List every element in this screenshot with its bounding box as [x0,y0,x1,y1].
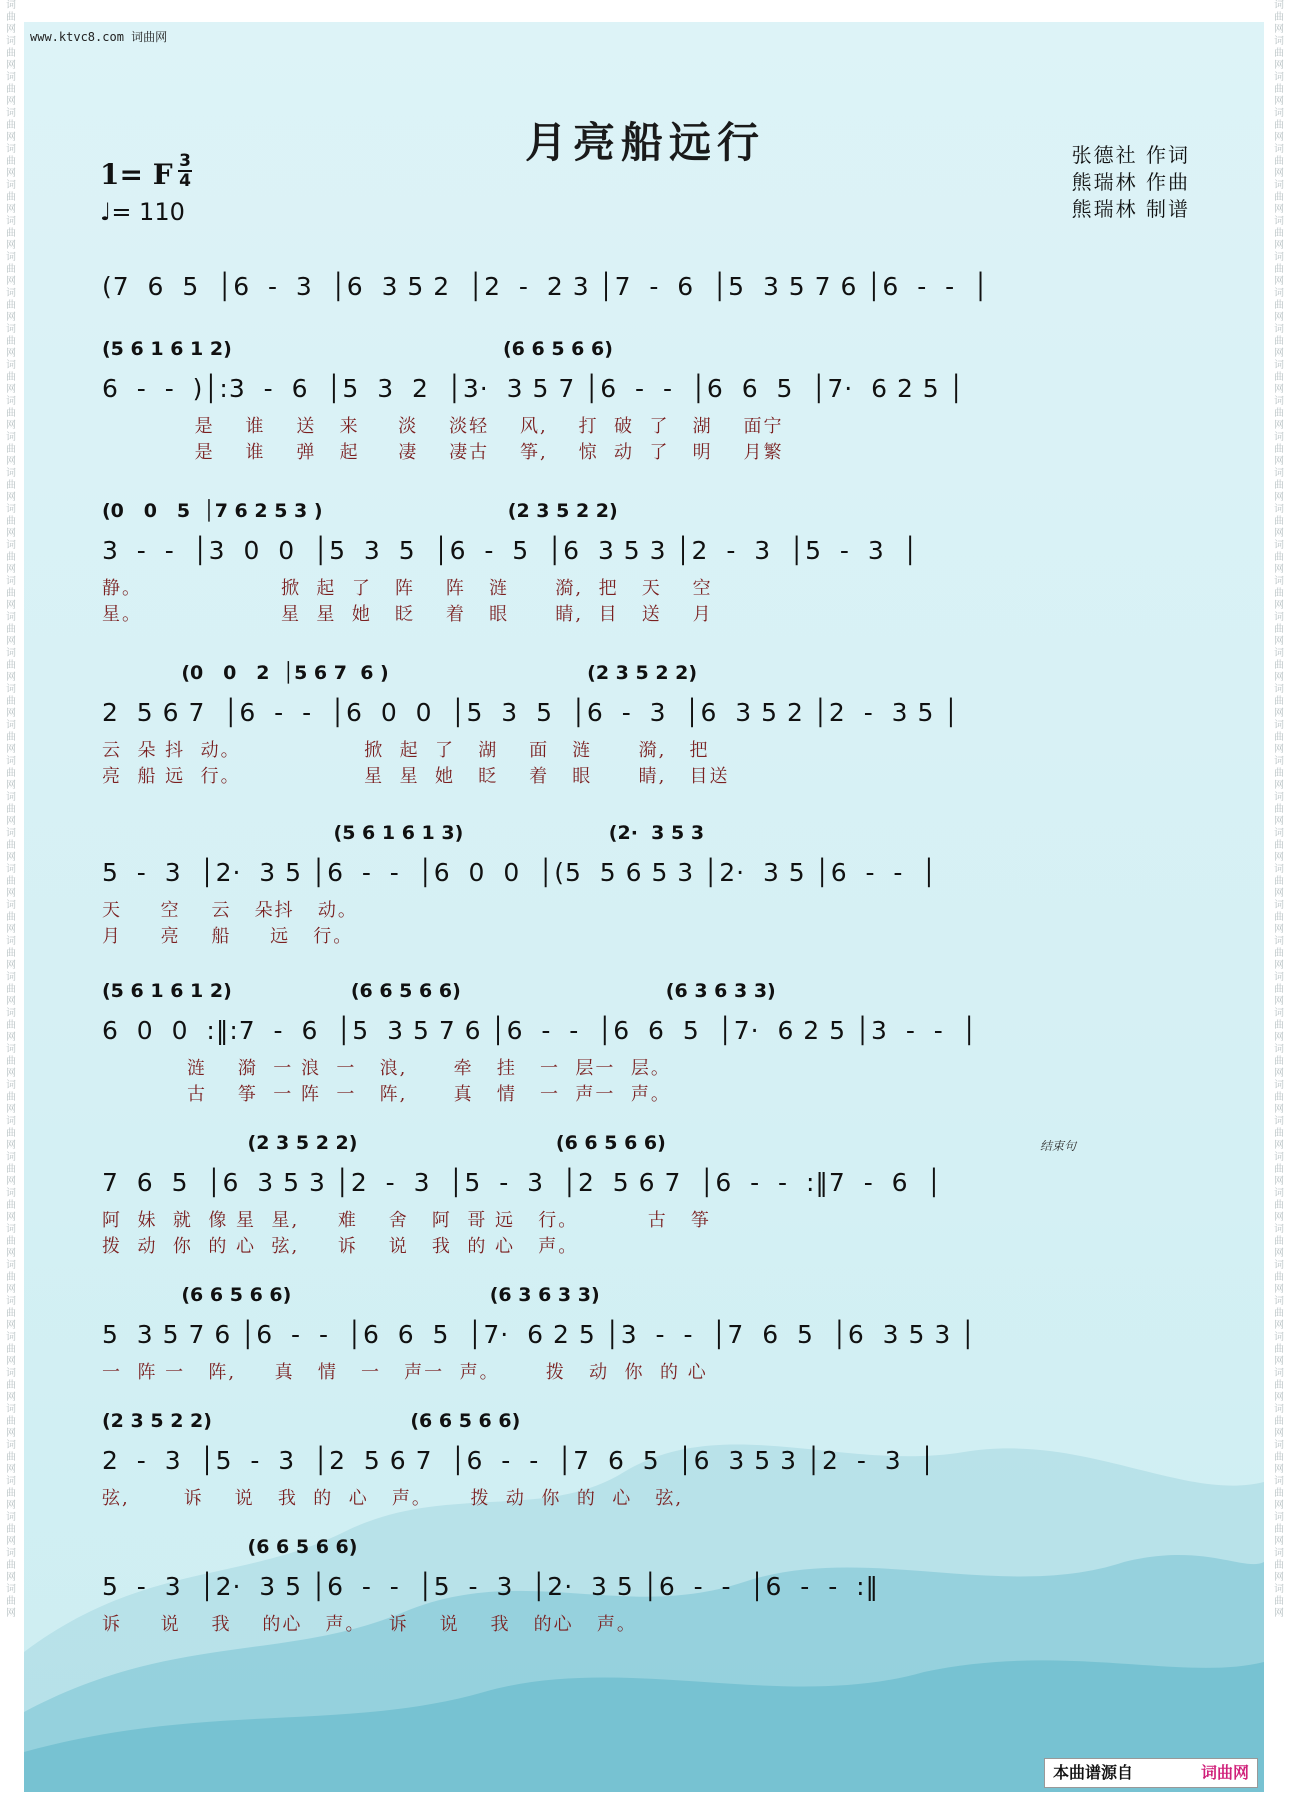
row-ornament: (6 6 5 6 6) [102,1536,358,1558]
row-ornament: (2 3 5 2 2) (6 6 5 6 6) [102,1132,666,1154]
row-notes: 7 6 5 │6 3 5 3 │2 - 3 │5 - 3 │2 5 6 7 │6 - - :‖7 - 6 │ [102,1168,943,1197]
row-lyrics-1: 弦, 诉 说 我 的 心 声。 拨 动 你 的 心 弦, [102,1488,684,1509]
site-watermark: www.ktvc8.com 词曲网 [30,30,168,44]
row-lyrics-1: 阿 妹 就 像 星 星, 难 舍 阿 哥 远 行。 古 筝 [102,1210,711,1231]
row-ornament: (6 6 5 6 6) (6 3 6 3 3) [102,1284,600,1306]
row-lyrics-1: 诉 说 我 的心 声。 诉 说 我 的心 声。 [102,1614,637,1635]
row-ornament: (0 0 2 │5 6 7 6 ) (2 3 5 2 2) [102,662,698,684]
row-ornament: (5 6 1 6 1 2) (6 6 5 6 6) [102,338,613,360]
credits [1072,142,1190,223]
row-lyrics-1: 静。 掀 起 了 阵 阵 涟 漪, 把 天 空 [102,578,713,599]
row-ornament: (5 6 1 6 1 3) (2· 3 5 3 [102,822,705,844]
row-lyrics-1: 天 空 云 朵抖 动。 [102,900,358,921]
row-lyrics-2: 是 谁 弹 起 凄 凄古 筝, 惊 动 了 明 月繁 [102,442,784,463]
row-notes: 5 - 3 │2· 3 5 │6 - - │6 0 0 │(5 5 6 5 3 │2· 3 5 │6 - - │ [102,858,938,887]
row-ornament: (2 3 5 2 2) (6 6 5 6 6) [102,1410,521,1432]
row-lyrics-2: 拨 动 你 的 心 弦, 诉 说 我 的 心 声。 [102,1236,579,1257]
row-notes: 5 - 3 │2· 3 5 │6 - - │5 - 3 │2· 3 5 │6 - - │6 - - :‖ [102,1572,880,1601]
lyricist-credit: 张德社 作词 [1071,143,1190,167]
composer-credit: 熊瑞林 作曲 [1071,170,1190,194]
row-lyrics-2: 月 亮 船 远 行。 [102,926,354,947]
row-lyrics-1: 是 谁 送 来 淡 淡轻 风, 打 破 了 湖 面宁 [102,416,784,437]
ending-mark: 结束句 [1040,1139,1077,1153]
song-title: 月亮船远行 [524,118,765,167]
side-watermark-right: 词曲网 词曲网 词曲网 词曲网 词曲网 词曲网 词曲网 词曲网 词曲网 词曲网 词曲网 词曲网 词曲网 词曲网 词曲网 词曲网 词曲网 词曲网 词曲网 词曲网 词曲网 词曲网 词曲网 词曲网 词曲网 词曲网 词曲网 词曲网 词曲网 词曲网 词曲网 词曲网 词曲网 词曲网 词曲网 词曲网 词曲网 词曲网 词曲网 词曲网 词曲网 词曲网 词曲网 词曲网 词曲网 [1274,0,1284,1619]
row-lyrics-2: 古 筝 一 阵 一 阵, 真 情 一 声一 声。 [102,1084,671,1105]
row-lyrics-1: 涟 漪 一 浪 一 浪, 牵 挂 一 层一 层。 [102,1058,671,1079]
meter-bottom: 4 [179,171,191,191]
row-notes: 6 - - )│:3 - 6 │5 3 2 │3· 3 5 7 │6 - - │6 6 5 │7· 6 2 5 │ [102,374,965,403]
row-ornament: (5 6 1 6 1 2) (6 6 5 6 6) (6 3 6 3 3) [102,980,776,1002]
footer-site-link[interactable]: 词曲网 [1200,1763,1249,1782]
source-footer [1044,1758,1258,1788]
key-signature: 1= F [100,158,173,191]
row-notes: 2 - 3 │5 - 3 │2 5 6 7 │6 - - │7 6 5 │6 3 5 3 │2 - 3 │ [102,1446,936,1475]
footer-label: 本曲谱源自 [1053,1763,1134,1782]
row-lyrics-1: 一 阵 一 阵, 真 情 一 声一 声。 拨 动 你 的 心 [102,1362,708,1383]
row-notes: 3 - - │3 0 0 │5 3 5 │6 - 5 │6 3 5 3 │2 - 3 │5 - 3 │ [102,536,919,565]
meter-top: 3 [179,151,191,171]
tempo-marking: ♩= 110 [100,198,185,226]
side-watermark-left: 词曲网 词曲网 词曲网 词曲网 词曲网 词曲网 词曲网 词曲网 词曲网 词曲网 词曲网 词曲网 词曲网 词曲网 词曲网 词曲网 词曲网 词曲网 词曲网 词曲网 词曲网 词曲网 词曲网 词曲网 词曲网 词曲网 词曲网 词曲网 词曲网 词曲网 词曲网 词曲网 词曲网 词曲网 词曲网 词曲网 词曲网 词曲网 词曲网 词曲网 词曲网 词曲网 词曲网 词曲网 词曲网 [6,0,16,1619]
row-notes: (7 6 5 │6 - 3 │6 3 5 2 │2 - 2 3 │7 - 6 │5 3 5 7 6 │6 - - │ [102,272,990,301]
row-lyrics-1: 云 朵 抖 动。 掀 起 了 湖 面 涟 漪, 把 [102,740,710,761]
row-ornament: (0 0 5 │7 6 2 5 3 ) (2 3 5 2 2) [102,500,618,522]
row-lyrics-2: 星。 星 星 她 眨 着 眼 睛, 目 送 月 [102,604,713,625]
row-notes: 2 5 6 7 │6 - - │6 0 0 │5 3 5 │6 - 3 │6 3 5 2 │2 - 3 5 │ [102,698,960,727]
row-notes: 5 3 5 7 6 │6 - - │6 6 5 │7· 6 2 5 │3 - - │7 6 5 │6 3 5 3 │ [102,1320,977,1349]
time-signature [178,152,192,190]
row-lyrics-2: 亮 船 远 行。 星 星 她 眨 着 眼 睛, 目送 [102,766,730,787]
row-notes: 6 0 0 :‖:7 - 6 │5 3 5 7 6 │6 - - │6 6 5 │7· 6 2 5 │3 - - │ [102,1016,978,1045]
arranger-credit: 熊瑞林 制谱 [1071,197,1190,221]
